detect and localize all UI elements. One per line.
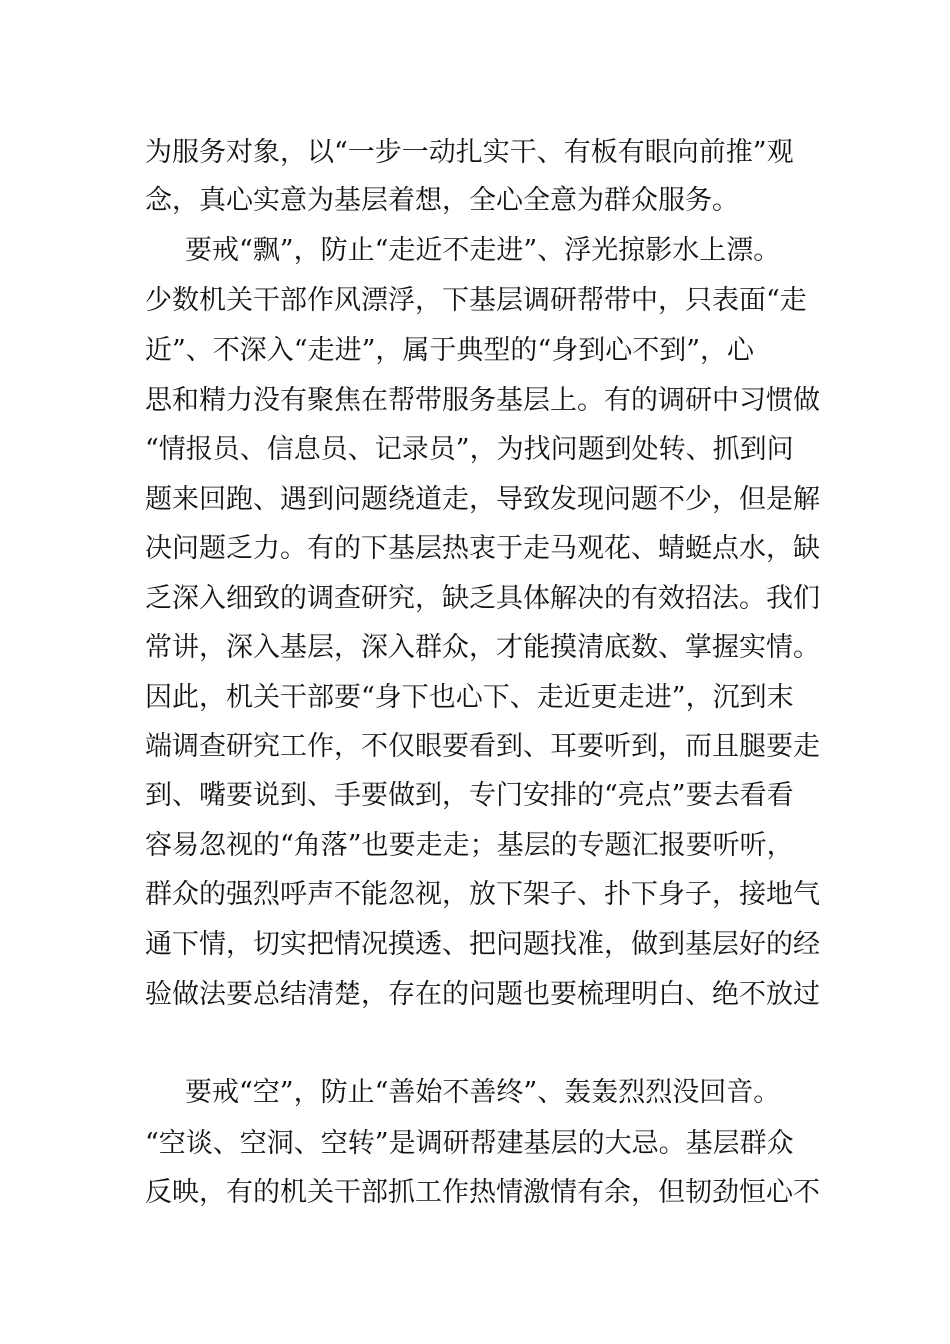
text-line: 容易忽视的“角落”也要走走；基层的专题汇报要听听，	[145, 830, 794, 861]
text-line: 决问题乏力。有的下基层热衷于走马观花、蜻蜓点水，缺	[145, 533, 820, 564]
text-line: 常讲，深入基层，深入群众，才能摸清底数、掌握实情。	[145, 632, 820, 663]
text-line: 题来回跑、遇到问题绕道走，导致发现问题不少，但是解	[145, 484, 820, 515]
text-line: 反映，有的机关干部抓工作热情激情有余，但韧劲恒心不	[145, 1177, 820, 1208]
text-line: 因此，机关干部要“身下也心下、走近更走进”，沉到末	[145, 682, 794, 713]
text-line: 近”、不深入“走进”，属于典型的“身到心不到”，心	[145, 335, 755, 366]
text-line: 思和精力没有聚焦在帮带服务基层上。有的调研中习惯做	[145, 385, 820, 416]
text-line: 念，真心实意为基层着想，全心全意为群众服务。	[145, 185, 739, 216]
text-line: 少数机关干部作风漂浮，下基层调研帮带中，只表面“走	[145, 285, 807, 316]
text-line: 端调查研究工作，不仅眼要看到、耳要听到，而且腿要走	[145, 731, 820, 762]
text-line: “空谈、空洞、空转”是调研帮建基层的大忌。基层群众	[145, 1128, 794, 1159]
text-line: 通下情，切实把情况摸透、把问题找准，做到基层好的经	[145, 929, 820, 960]
text-line: 群众的强烈呼声不能忽视，放下架子、扑下身子，接地气	[145, 879, 820, 910]
paragraph-heading-line: 要戒“飘”，防止“走近不走进”、浮光掠影水上漂。	[185, 235, 781, 266]
text-line: 到、嘴要说到、手要做到，专门安排的“亮点”要去看看	[145, 780, 794, 811]
text-line: “情报员、信息员、记录员”，为找问题到处转、抓到问	[145, 434, 794, 465]
text-line: 验做法要总结清楚，存在的问题也要梳理明白、绝不放过	[145, 979, 820, 1010]
text-line: 为服务对象，以“一步一动扎实干、有板有眼向前推”观	[145, 137, 794, 168]
paragraph-heading-line: 要戒“空”，防止“善始不善终”、轰轰烈烈没回音。	[185, 1077, 781, 1108]
text-line: 乏深入细致的调查研究，缺乏具体解决的有效招法。我们	[145, 583, 820, 614]
